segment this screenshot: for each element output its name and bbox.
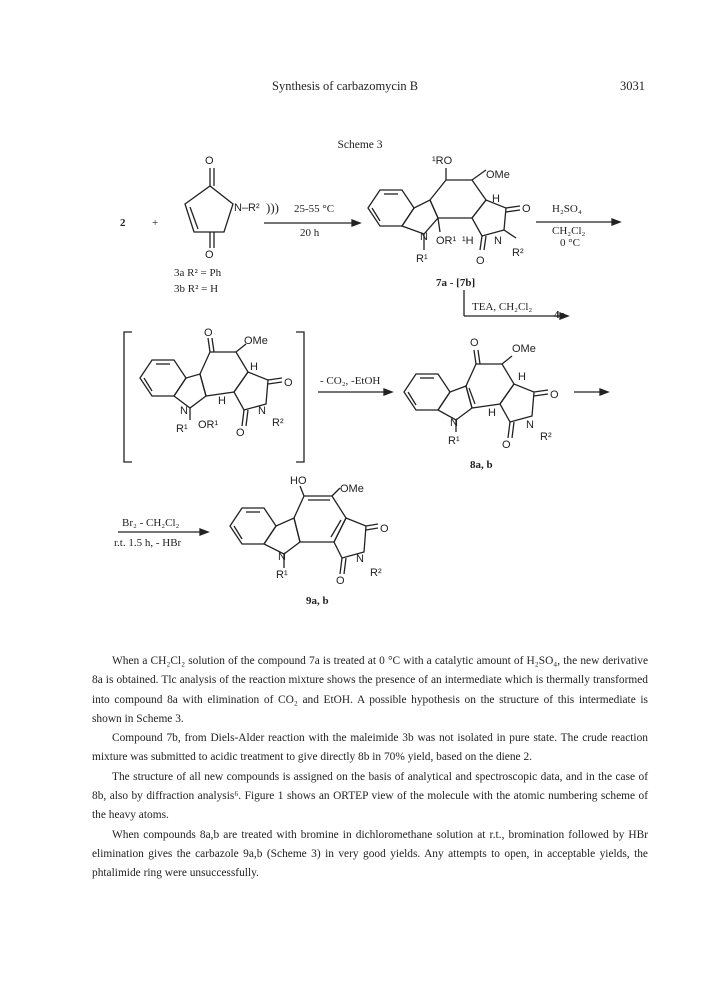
r1-label-9: R¹	[276, 569, 288, 581]
tea-label: TEA, CH₂Cl₂	[472, 301, 533, 313]
h-label-int-2: H	[218, 395, 226, 407]
h-label-8: H	[518, 371, 526, 383]
condition-temp: 25-55 °C	[294, 203, 335, 215]
paragraph-4: When compounds 8a,b are treated with bromine in dichloromethane solution at r.t., bromination followed by HBr elimination gives the carbazole 9a,b (Scheme 3) in very good yields. Any attempts to open, in acceptable yields, the phtalimide ring were unsuccessfully.	[92, 828, 648, 880]
h1-label-7: ¹H	[462, 235, 474, 247]
n-label-9-2: N	[356, 553, 364, 565]
or1-label-7: OR¹	[436, 235, 457, 247]
o-label-9-right: O	[380, 523, 389, 535]
o-label-8-bottom: O	[502, 439, 511, 451]
br2-condition-label: r.t. 1.5 h, - HBr	[114, 537, 182, 549]
paragraph-1: When a CH₂Cl₂ solution of the compound 7a is treated at 0 °C with a catalytic amount of H₂SO₄, the new derivative 8a is obtained. Tlc analysis of the reaction mixture shows the presence of an intermediate which is thermally transformed into compound 8a with elimination of CO₂ and EtOH. A possible hypothesis on the structure of this intermediate is shown in Scheme 3.	[92, 655, 648, 725]
zero-c-label: 0 °C	[560, 237, 580, 249]
n-label-7: N	[420, 231, 428, 243]
ome-label-8: OMe	[512, 343, 536, 355]
r2-label-7: R²	[512, 247, 524, 259]
n-label-9: N	[278, 551, 286, 563]
maleimide-3a-label: 3a R² = Ph	[174, 267, 222, 279]
ome-label-int: OMe	[244, 335, 268, 347]
compound-7-label: 7a - [7b]	[436, 277, 476, 289]
n-label-int-2: N	[258, 405, 266, 417]
paragraph-3: The structure of all new compounds is assigned on the basis of analytical and spectroscopic data, and in the case of 8b, also by diffraction analysis⁶. Figure 1 shows an ORTEP view of the molecule with the atomic numbering scheme of the heavy atoms.	[92, 770, 648, 822]
page-number: 3031	[620, 79, 645, 93]
r1-label-7: R¹	[416, 253, 428, 265]
condition-time: 20 h	[300, 227, 320, 239]
compound-4a-label: 4a	[554, 309, 565, 321]
paragraph-2: Compound 7b, from Diels-Alder reaction with the maleimide 3b was not isolated in pure state. The crude reaction mixture was submitted to acidic treatment to give directly 8b in 70% yield, based on the diene 2.	[92, 732, 648, 764]
elimination-label: - CO₂, -EtOH	[320, 375, 381, 387]
ome-label-9: OMe	[340, 483, 364, 495]
o-label-7a: O	[522, 203, 531, 215]
r2-label-9: R²	[370, 567, 382, 579]
h-label-7: H	[492, 193, 500, 205]
n-label-7b: N	[494, 235, 502, 247]
r2-label-8: R²	[540, 431, 552, 443]
compound-9-label: 9a, b	[306, 595, 329, 607]
body-text	[92, 652, 648, 884]
h2so4-label: H₂SO₄	[552, 203, 582, 215]
maleimide-structure	[185, 168, 233, 248]
carbonyl-o-bottom: O	[205, 249, 214, 261]
ome-label-7: OMe	[486, 169, 510, 181]
n-label-8-2: N	[526, 419, 534, 431]
o-label-9-bottom: O	[336, 575, 345, 587]
n-label-int: N	[180, 405, 188, 417]
r1-label-8: R¹	[448, 435, 460, 447]
ro1-label: ¹RO	[432, 155, 453, 167]
running-title: Synthesis of carbazomycin B	[272, 79, 419, 93]
h-label-int: H	[250, 361, 258, 373]
scheme-title: Scheme 3	[337, 139, 383, 151]
o-label-8-top: O	[470, 337, 479, 349]
reactant-2-label: 2	[120, 217, 126, 229]
o-label-8-right: O	[550, 389, 559, 401]
o-label-int-bottom: O	[236, 427, 245, 439]
n-label-8: N	[450, 417, 458, 429]
plus-sign: +	[152, 217, 159, 229]
maleimide-3b-label: 3b R² = H	[174, 283, 219, 295]
o-label-7b: O	[476, 255, 485, 267]
ch2cl2-label: CH₂Cl₂	[552, 225, 586, 237]
maleimide-n-r2: N–R²	[234, 202, 260, 214]
carbonyl-o-top: O	[205, 155, 214, 167]
r1-label-int: R¹	[176, 423, 188, 435]
o-label-int-top: O	[204, 327, 213, 339]
h-label-8-2: H	[488, 407, 496, 419]
compound-8-label: 8a, b	[470, 459, 493, 471]
r2-label-int: R²	[272, 417, 284, 429]
br2-label: Br₂ - CH₂Cl₂	[122, 517, 180, 529]
ultrasound-symbol: )))	[266, 200, 279, 215]
ho-label-9: HO	[290, 475, 307, 487]
or1-label-int: OR¹	[198, 419, 219, 431]
o-label-int-right: O	[284, 377, 293, 389]
